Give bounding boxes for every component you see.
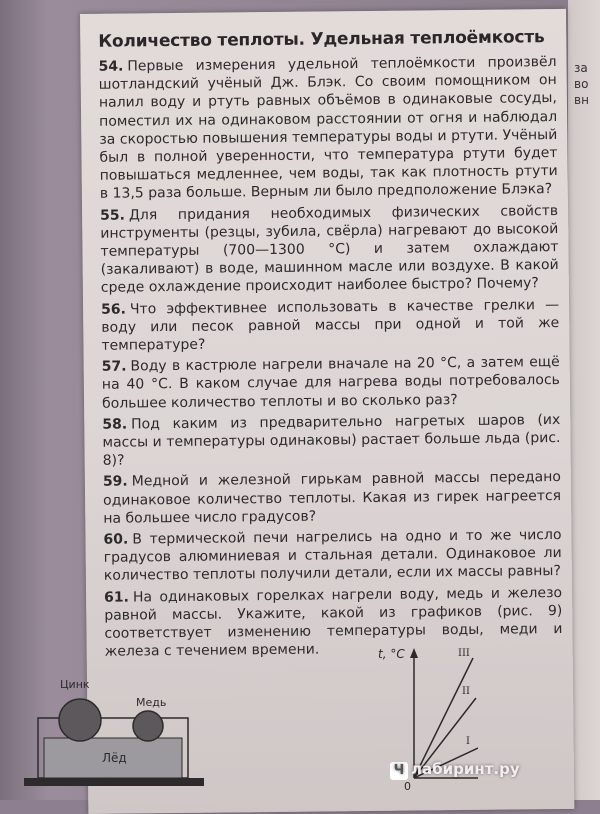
problem-number: 54.: [98, 58, 124, 75]
site-watermark: [390, 760, 520, 780]
labirint-logo-icon: Ч: [390, 762, 408, 780]
y-axis-arrow: [410, 648, 418, 658]
line-iii-label: III: [458, 648, 470, 659]
problem-text: На одинаковых горелках нагрели воду, медь и железо равной массы. Укажите, какой из графиков (рис. 9) соответствует изменению температуры воды, меди и железа с течением времени.: [104, 584, 563, 661]
problem-number: 59.: [102, 473, 128, 491]
page-title: Количество теплоты. Удельная теплоёмкость: [98, 27, 545, 52]
problem-54: [98, 53, 557, 203]
problem-text: Первые измерения удельной теплоёмкости произвёл шотландский учёный Дж. Блэк. Со своим помощником он налил воду и ртуть равных объёмов в одинаковые сосуды, поместил их на одинаковом расстоянии от огня и наблюдал за скоростью повышения температуры воды и ртути. Учёный был в полной уверенности, что температура ртути будет повышаться медленнее, чем воды, так как плотность ртути в 13,5 раза больше. Верным ли было предположение Блэка?: [98, 54, 558, 203]
problem-number: 55.: [100, 207, 126, 224]
problem-number: 58.: [102, 416, 128, 433]
ice-label: Лёд: [102, 751, 127, 765]
graph-axis-label: t, °С: [378, 647, 405, 661]
copper-ball: [133, 711, 163, 741]
problem-number: 60.: [103, 531, 129, 548]
copper-label: Медь: [136, 696, 167, 709]
problem-59: [103, 468, 562, 527]
next-page-fragment: вн: [574, 93, 589, 107]
problem-text: В термической печи нагрелись на одно и то же число градусов алюминиевая и стальная детали. Одинаковое ли количество теплоты получили детали, если их массы равны?: [103, 527, 562, 585]
problem-number: 57.: [101, 358, 127, 376]
problem-55: [100, 202, 559, 298]
zinc-ball: [59, 699, 101, 741]
problem-number: 56.: [101, 301, 126, 318]
problem-number: 61.: [104, 589, 130, 606]
problem-text: Под каким из предварительно нагретых шаров (их массы и температуры одинаковы) растает больше льда (рис. 8)?: [102, 411, 561, 470]
next-page-fragment: во: [574, 77, 589, 91]
problem-list: [98, 53, 562, 661]
problem-text: Воду в кастрюле нагрели вначале на 20 °С, а затем ещё на 40 °С. В каком случае для нагрева воды потребовалось большее количество теплоты и во сколько раз?: [101, 354, 560, 412]
problem-text: Медной и железной гирькам равной массы передано одинаковое количество теплоты. Какая из гирек нагреется на большее число градусов?: [103, 469, 562, 527]
zinc-label: Цинк: [60, 678, 90, 691]
next-page-fragment: за: [574, 61, 588, 75]
floor-line: [24, 778, 204, 786]
figure-8-caption: Рис. 8: [74, 776, 112, 789]
problem-text: Что эффективнее использовать в качестве грелки — воду или песок равной массы при одной и той же температуре?: [101, 296, 560, 354]
problem-56: [101, 296, 560, 355]
problem-58: [102, 411, 561, 470]
line-i-label: I: [466, 736, 470, 747]
problem-57: [102, 353, 561, 412]
problem-60: [103, 526, 562, 585]
problem-text: Для придания необходимых физических свойств инструменты (резцы, зубила, свёрла) нагревают до высокой температуры (700—1300 °С) и затем охлаждают (закаливают) в воде, машинном масле или воздухе. В какой среде охлаждение происходит наиболее быстро? Почему?: [100, 202, 559, 297]
graph-origin-label: 0: [404, 780, 411, 793]
line-ii-label: II: [462, 686, 470, 697]
watermark-text: лабиринт.ру: [411, 760, 520, 778]
